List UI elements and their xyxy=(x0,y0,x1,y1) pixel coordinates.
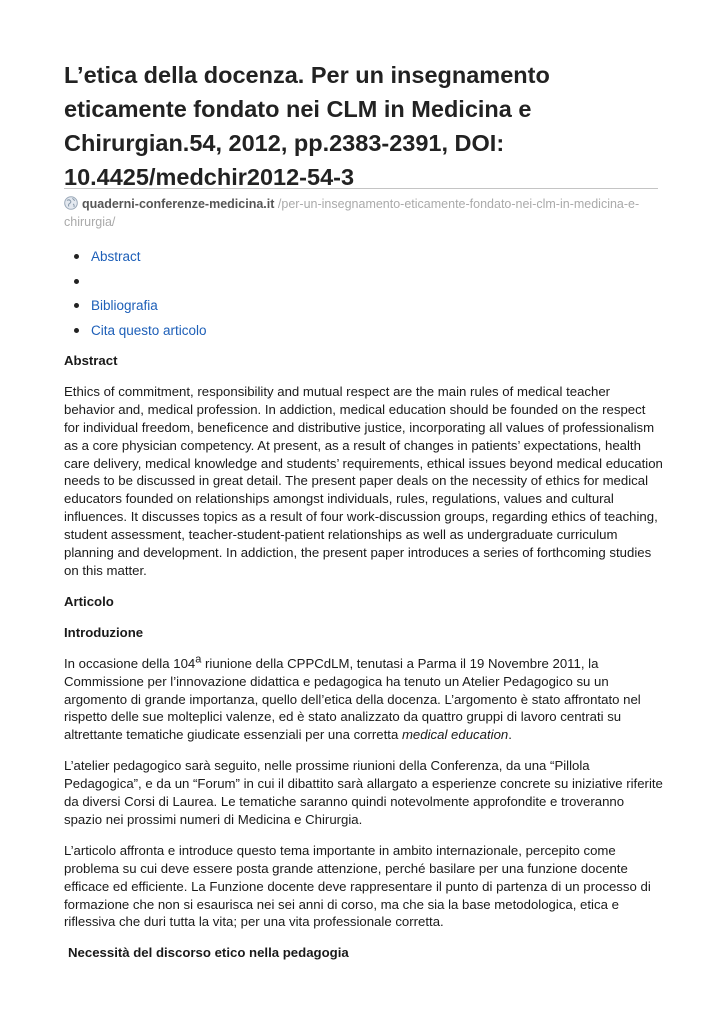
article-heading: Articolo xyxy=(64,593,114,609)
intro-text-b: riunione della CPPCdLM, tenutasi a Parma il 19 Novembre 2011, la Commissione per l’innovazione didattica e pedagogica ha tenuto un Atelier Pedagogico su un argomento di grande importanza, quello dell’etica della docenza. L’argomento è stato affrontato nel rispetto delle sue molteplici valenze, ed è stato analizzato da quattro gruppi di lavoro centrati su altrettante tematiche giudicate essenziali per una corretta xyxy=(64,655,641,743)
intro-paragraph-3: L’articolo affronta e introduce questo tema importante in ambito internazionale, percepito come problema su cui deve essere posta grande attenzione, perché basilare per una funzione docente efficace ed efficiente. La Funzione docente deve rappresentare il punto di partenza di un processo di formazione che non si esaurisca nei sei anni di corso, ma che sia la base metodologica, etica e riflessiva che duri tutta la vita; per una vita professionale corretta. xyxy=(64,842,651,930)
section-heading-ethics: Necessità del discorso etico nella pedagogia xyxy=(68,945,349,961)
intro-paragraph-2: L’atelier pedagogico sarà seguito, nelle prossime riunioni della Conferenza, da una “Pillola Pedagogica”, e da un “Forum” in cui il dibattito sarà allargato a esperienze concrete su iniziative riferite da diversi Corsi di Laurea. Le tematiche saranno quindi notevolmente approfondite e troveranno spazio nei prossimi numeri di Medicina e Chirurgia. xyxy=(64,758,663,827)
toc-item-bibliografia[interactable] xyxy=(74,297,207,322)
ordinal-superscript: a xyxy=(195,653,202,666)
page-title: L’etica della docenza. Per un insegnamento eticamente fondato nei CLM in Medicina e Chirurgian.54, 2012, pp.2383-2391, DOI: 10.4425/medchir2012-54-3 xyxy=(64,62,550,190)
abstract-paragraph: Ethics of commitment, responsibility and mutual respect are the main rules of medical teacher behavior and, medical profession. In addiction, medical education should be founded on the respect for individual freedom, beneficence and distributive justice, incorporating all values of professionalism as a core physician competency. At present, as a result of changes in patients’ expectations, health care delivery, medical knowledge and students’ requirements, ethical issues beyond medical education needs to be discussed in great detail. The present paper deals on the necessity of ethics for medical educators founded on relationships amongst individuals, rules, regulations, values and cultural influences. It discusses topics as a result of four work-discussion groups, regarding ethics of teaching, student assessment, teacher-student-patient relationships as well as undergraduate curriculum planning and development. In addiction, the present paper introduces a series of forthcoming studies on this matter. xyxy=(64,383,663,578)
toc-link-abstract[interactable]: Abstract xyxy=(91,249,141,264)
intro-text-a: In occasione della 104 xyxy=(64,655,196,671)
source-path[interactable]: /per-un-insegnamento-eticamente-fondato-nei-clm-in-medicina-e-chirurgia/ xyxy=(64,197,640,229)
source-domain[interactable]: quaderni-conferenze-medicina.it xyxy=(82,197,275,211)
toc-item-empty xyxy=(74,273,207,298)
source-url[interactable] xyxy=(64,196,664,230)
intro-paragraph-1 xyxy=(64,655,664,745)
toc-link-cita[interactable]: Cita questo articolo xyxy=(91,322,207,338)
abstract-heading: Abstract xyxy=(64,353,118,368)
toc-link-bibliografia[interactable]: Bibliografia xyxy=(91,298,158,314)
globe-icon xyxy=(64,196,78,214)
intro-heading: Introduzione xyxy=(64,624,144,640)
intro-text-end: . xyxy=(508,727,512,743)
table-of-contents xyxy=(74,248,207,346)
toc-item-abstract[interactable] xyxy=(74,248,207,273)
title-divider xyxy=(64,188,658,189)
toc-item-cita[interactable] xyxy=(74,322,207,347)
article-content xyxy=(64,352,664,975)
medical-education-emphasis: medical education xyxy=(401,727,509,743)
